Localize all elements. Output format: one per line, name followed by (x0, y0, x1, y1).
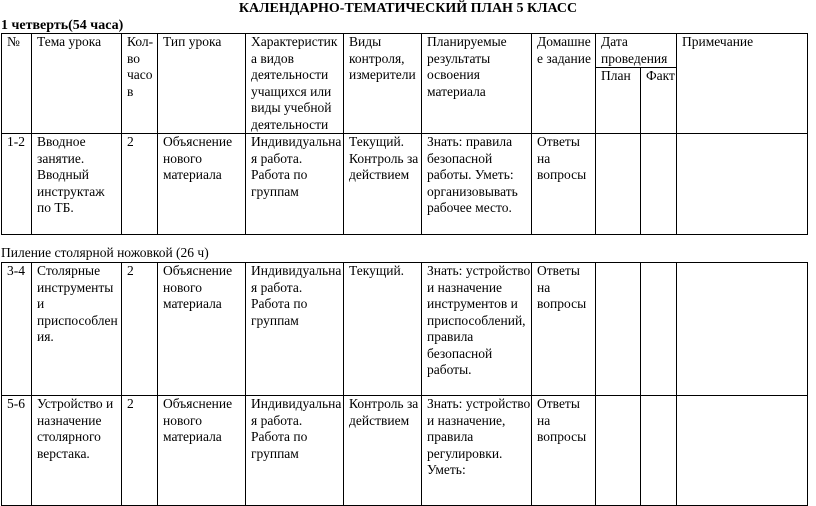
cell-note (677, 396, 808, 506)
cell-note (677, 263, 808, 396)
cell-fact (641, 134, 677, 235)
cell-hours: 2 (122, 134, 158, 235)
cell-hours: 2 (122, 396, 158, 506)
header-control: Виды контроля, измерители (344, 34, 422, 134)
cell-fact (641, 396, 677, 506)
cell-control: Текущий. Контроль за действием (344, 134, 422, 235)
cell-topic: Устройство и назначение столярного верстака. (32, 396, 122, 506)
table-row (2, 263, 808, 396)
header-results: Планируемые результаты освоения материала (422, 34, 532, 134)
table-row (2, 396, 808, 506)
header-num: № (2, 34, 32, 134)
cell-plan (596, 134, 641, 235)
header-note: Примечание (677, 34, 808, 134)
cell-activities: Индивидуальная работа. Работа по группам (246, 134, 344, 235)
cell-plan (596, 263, 641, 396)
cell-hours: 2 (122, 263, 158, 396)
section-heading: Пиление столярной ножовкой (26 ч) (1, 245, 209, 260)
cell-homework: Ответы на вопросы (532, 263, 596, 396)
header-topic: Тема урока (32, 34, 122, 134)
header-date: Дата проведения (596, 34, 677, 68)
table-row (2, 134, 808, 235)
cell-results: Знать: устройство и назначение, правила регулировки. Уметь: (422, 396, 532, 506)
cell-control: Контроль за действием (344, 396, 422, 506)
header-activities: Характеристика видов деятельности учащихся или виды учебной деятельности (246, 34, 344, 134)
cell-results: Знать: устройство и назначение инструментов и приспособлений, правила безопасной работы. (422, 263, 532, 396)
cell-num: 5-6 (2, 396, 32, 506)
header-plan: План (596, 68, 641, 134)
header-homework: Домашнее задание (532, 34, 596, 134)
header-fact: Факт (641, 68, 677, 134)
cell-note (677, 134, 808, 235)
cell-homework: Ответы на вопросы (532, 134, 596, 235)
cell-topic: Столярные инструменты и приспособления. (32, 263, 122, 396)
cell-fact (641, 263, 677, 396)
cell-plan (596, 396, 641, 506)
cell-type: Объяснение нового материала (158, 134, 246, 235)
cell-topic: Вводное занятие. Вводный инструктаж по ТБ. (32, 134, 122, 235)
cell-control: Текущий. (344, 263, 422, 396)
cell-homework: Ответы на вопросы (532, 396, 596, 506)
lesson-plan-table-header (1, 33, 808, 235)
cell-num: 1-2 (2, 134, 32, 235)
cell-activities: Индивидуальная работа. Работа по группам (246, 263, 344, 396)
header-type: Тип урока (158, 34, 246, 134)
cell-results: Знать: правила безопасной работы. Уметь: организовывать рабочее место. (422, 134, 532, 235)
quarter-heading: 1 четверть(54 часа) (1, 18, 124, 33)
cell-num: 3-4 (2, 263, 32, 396)
header-hours: Кол-во часов (122, 34, 158, 134)
page-title: КАЛЕНДАРНО-ТЕМАТИЧЕСКИЙ ПЛАН 5 КЛАСС (238, 1, 578, 16)
cell-type: Объяснение нового материала (158, 396, 246, 506)
cell-activities: Индивидуальная работа. Работа по группам (246, 396, 344, 506)
cell-type: Объяснение нового материала (158, 263, 246, 396)
lesson-plan-table-body (1, 262, 808, 506)
